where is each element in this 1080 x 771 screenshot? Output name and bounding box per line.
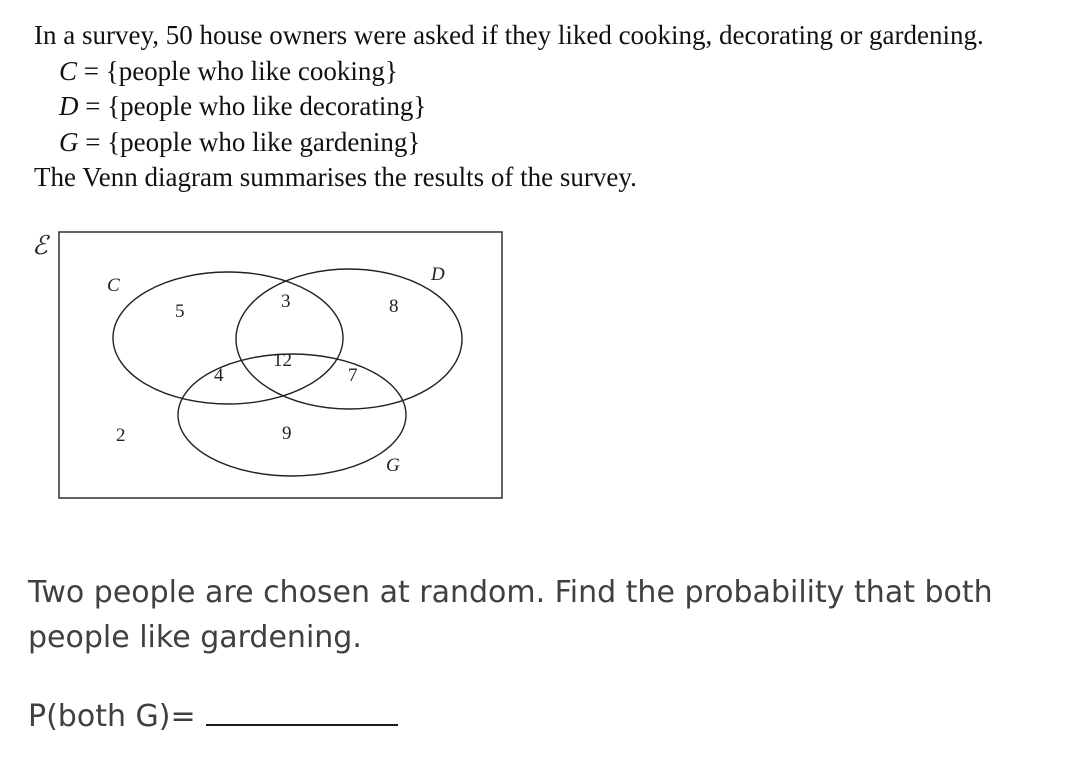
venn-diagram (30, 224, 510, 508)
set-c-label: C (107, 275, 120, 296)
set-symbol-g: G (59, 126, 79, 157)
answer-blank[interactable] (206, 696, 398, 726)
answer-row (28, 694, 398, 739)
set-text-d: = {people who like decorating} (85, 91, 427, 121)
set-text-c: = {people who like cooking} (83, 55, 398, 86)
problem-intro (34, 18, 984, 196)
set-d-ellipse (236, 269, 462, 409)
region-g-only: 9 (282, 423, 292, 444)
set-symbol-d: D (59, 91, 79, 121)
set-definition-c (34, 54, 984, 90)
set-g-label: G (386, 455, 400, 476)
region-d-and-g: 7 (348, 365, 358, 386)
region-d-only: 8 (389, 296, 399, 317)
set-d-label: D (431, 264, 445, 285)
survey-description: In a survey, 50 house owners were asked if they liked cooking, decorating or gardening. (34, 20, 984, 50)
region-outside: 2 (116, 425, 126, 446)
set-symbol-c: C (59, 55, 78, 86)
set-g-ellipse (178, 354, 406, 476)
set-text-g: = {people who like gardening} (85, 126, 421, 157)
region-c-and-d: 3 (281, 291, 291, 312)
set-definition-d (34, 89, 984, 125)
set-definition-g (34, 125, 984, 161)
venn-diagram-svg (30, 224, 510, 508)
answer-label: P(both G)= (28, 699, 196, 734)
venn-summary-sentence: The Venn diagram summarises the results of the survey. (34, 162, 637, 192)
region-c-only: 5 (175, 301, 185, 322)
set-c-ellipse (113, 272, 343, 404)
region-c-d-g: 12 (273, 350, 292, 371)
region-c-and-g: 4 (214, 365, 224, 386)
question-text: Two people are chosen at random. Find the probability that both people like gardening. (28, 575, 993, 655)
universal-set-symbol: ℰ (32, 231, 48, 260)
